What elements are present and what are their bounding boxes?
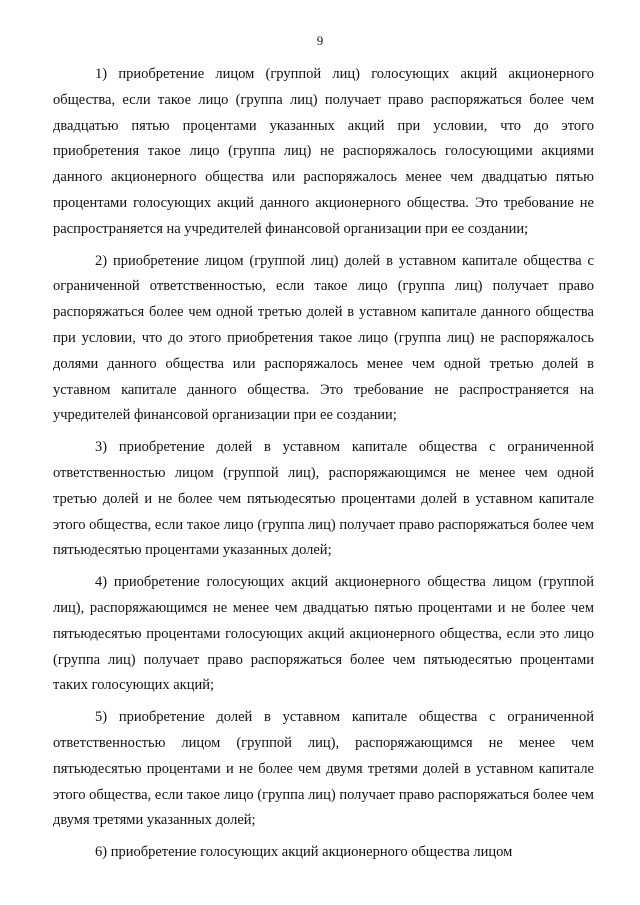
paragraph-item-3: 3) приобретение долей в уставном капитале общества с ограниченной ответственностью лицом (группой лиц), распоряжающимся не менее чем одной третью долей и не более чем пятьюдесятью процентами долей в уставном капитале этого общества, если такое лицо (группа лиц) получает право распоряжаться более чем пятьюдесятью процентами указанных долей;: [53, 439, 594, 559]
paragraph-item-2: 2) приобретение лицом (группой лиц) долей в уставном капитале общества с ограниченной ответственностью, если такое лицо (группа лиц) получает право распоряжаться более чем одной третью долей в уставном капитале данного общества при условии, что до этого приобретения такое лицо (группа лиц) не распоряжалось долями данного общества или распоряжалось менее чем одной третью долей в уставном капитале данного общества. Это требование не распространяется на учредителей финансовой организации при ее создании;: [53, 252, 594, 424]
paragraph-item-5: 5) приобретение долей в уставном капитале общества с ограниченной ответственностью лицом (группой лиц), распоряжающимся не менее чем пятьюдесятью процентами и не более чем двумя третями долей в уставном капитале этого общества, если такое лицо (группа лиц) получает право распоряжаться более чем двумя третями указанных долей;: [53, 709, 594, 829]
paragraph-item-1: 1) приобретение лицом (группой лиц) голосующих акций акционерного общества, если такое лицо (группа лиц) получает право распоряжаться более чем двадцатью пятью процентами указанных акций при условии, что до этого приобретения такое лицо (группа лиц) не распоряжалось голосующими акциями данного акционерного общества или распоряжалось менее чем двадцатью пятью процентами голосующих акций данного акционерного общества. Это требование не распространяется на учредителей финансовой организации при ее создании;: [53, 66, 594, 237]
page-number: 9: [316, 33, 324, 48]
paragraph-item-4: 4) приобретение голосующих акций акционерного общества лицом (группой лиц), распоряжающимся не менее чем двадцатью пятью процентами и не более чем пятьюдесятью процентами голосующих акций акционерного общества, если это лицо (группа лиц) получает право распоряжаться более чем пятьюдесятью процентами таких голосующих акций;: [53, 574, 594, 694]
document-body: [53, 62, 594, 872]
paragraph-item-6: 6) приобретение голосующих акций акционерного общества лицом: [95, 844, 513, 861]
